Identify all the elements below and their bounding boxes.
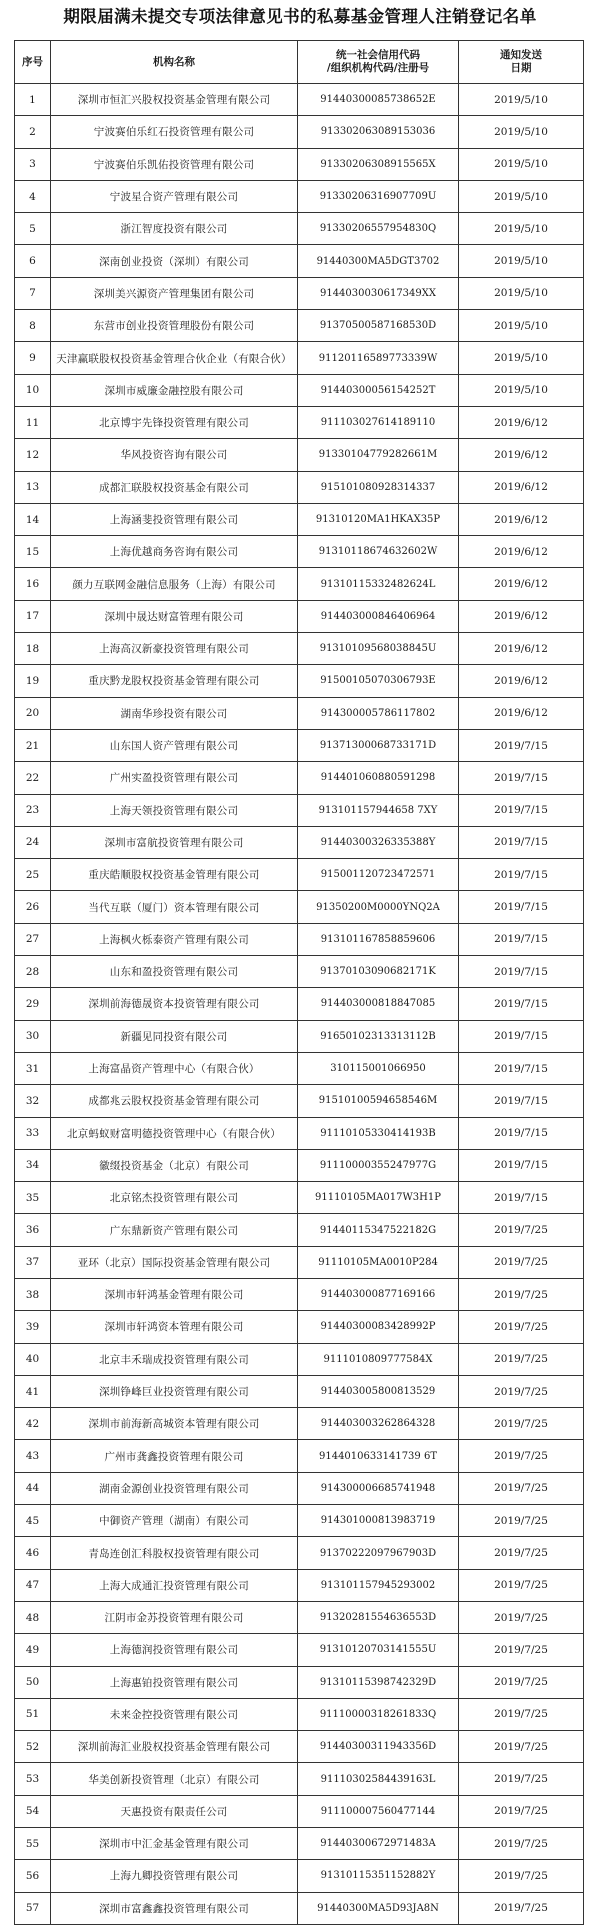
row-seq: 47 — [15, 1569, 51, 1601]
row-seq: 40 — [15, 1343, 51, 1375]
row-name: 深圳中晟达财富管理有限公司 — [51, 600, 298, 632]
row-name: 上海优越商务咨询有限公司 — [51, 536, 298, 568]
row-code: 914403005800813529 — [298, 1375, 459, 1407]
row-date: 2019/5/10 — [459, 374, 584, 406]
row-code: 91440300326335388Y — [298, 826, 459, 858]
row-seq: 12 — [15, 439, 51, 471]
table-row — [15, 84, 584, 116]
row-seq: 29 — [15, 988, 51, 1020]
row-name: 深圳市富航投资管理有限公司 — [51, 826, 298, 858]
row-name: 深圳市前海新高城资本管理有限公司 — [51, 1408, 298, 1440]
table-row — [15, 1246, 584, 1278]
row-name: 天惠投资有限责任公司 — [51, 1795, 298, 1827]
row-code: 9144010633141739 6T — [298, 1440, 459, 1472]
table-row — [15, 1214, 584, 1246]
row-seq: 7 — [15, 277, 51, 309]
row-code: 91371300068733171D — [298, 729, 459, 761]
row-code: 913302063089153036 — [298, 116, 459, 148]
table-row — [15, 439, 584, 471]
row-seq: 57 — [15, 1892, 51, 1924]
row-date: 2019/7/25 — [459, 1860, 584, 1892]
row-seq: 51 — [15, 1698, 51, 1730]
row-seq: 10 — [15, 374, 51, 406]
row-code: 91110000318261833Q — [298, 1698, 459, 1730]
row-seq: 16 — [15, 568, 51, 600]
row-seq: 42 — [15, 1408, 51, 1440]
row-date: 2019/5/10 — [459, 310, 584, 342]
row-date: 2019/6/12 — [459, 665, 584, 697]
row-seq: 21 — [15, 729, 51, 761]
table-row — [15, 310, 584, 342]
row-name: 北京丰禾瑞成投资管理有限公司 — [51, 1343, 298, 1375]
row-code: 915101080928314337 — [298, 471, 459, 503]
header-code-line1: 统一社会信用代码 — [336, 49, 420, 61]
row-code: 914300006685741948 — [298, 1472, 459, 1504]
row-code: 913101157945293002 — [298, 1569, 459, 1601]
row-name: 浙江智度投资有限公司 — [51, 213, 298, 245]
row-seq: 2 — [15, 116, 51, 148]
row-name: 深南创业投资（深圳）有限公司 — [51, 245, 298, 277]
row-seq: 19 — [15, 665, 51, 697]
table-row — [15, 1505, 584, 1537]
row-code: 91330206316907709U — [298, 180, 459, 212]
row-code: 91120116589773339W — [298, 342, 459, 374]
row-code: 91440300085738652E — [298, 84, 459, 116]
row-seq: 39 — [15, 1311, 51, 1343]
row-name: 宁波赛伯乐凯佑投资管理有限公司 — [51, 148, 298, 180]
table-row — [15, 1408, 584, 1440]
row-seq: 22 — [15, 762, 51, 794]
table-row — [15, 762, 584, 794]
row-name: 江阴市金苏投资管理有限公司 — [51, 1601, 298, 1633]
row-code: 91510100594658546M — [298, 1085, 459, 1117]
table-row — [15, 600, 584, 632]
table-row — [15, 1698, 584, 1730]
row-name: 广州市龚鑫投资管理有限公司 — [51, 1440, 298, 1472]
row-seq: 9 — [15, 342, 51, 374]
row-date: 2019/7/25 — [459, 1601, 584, 1633]
row-seq: 44 — [15, 1472, 51, 1504]
row-name: 深圳市恒汇兴股权投资基金管理有限公司 — [51, 84, 298, 116]
table-row — [15, 1440, 584, 1472]
row-name: 深圳市富鑫鑫投资管理有限公司 — [51, 1892, 298, 1924]
row-date: 2019/7/25 — [459, 1795, 584, 1827]
row-code: 91370500587168530D — [298, 310, 459, 342]
table-row — [15, 826, 584, 858]
table-row — [15, 471, 584, 503]
table-row — [15, 633, 584, 665]
table-row — [15, 794, 584, 826]
row-name: 上海富晶资产管理中心（有限合伙） — [51, 1052, 298, 1084]
header-seq: 序号 — [15, 41, 51, 84]
header-code-line2: /组织机构代码/注册号 — [326, 62, 430, 74]
row-name: 新疆见同投资有限公司 — [51, 1020, 298, 1052]
row-seq: 27 — [15, 923, 51, 955]
row-name: 湖南华珍投资有限公司 — [51, 697, 298, 729]
row-date: 2019/7/25 — [459, 1375, 584, 1407]
row-date: 2019/7/15 — [459, 762, 584, 794]
row-date: 2019/7/15 — [459, 891, 584, 923]
table-row — [15, 1472, 584, 1504]
row-seq: 23 — [15, 794, 51, 826]
row-code: 91330206557954830Q — [298, 213, 459, 245]
row-code: 914403003262864328 — [298, 1408, 459, 1440]
row-code: 91310120MA1HKAX35P — [298, 503, 459, 535]
row-date: 2019/6/12 — [459, 406, 584, 438]
row-code: 91440115347522182G — [298, 1214, 459, 1246]
row-code: 91440300056154252T — [298, 374, 459, 406]
row-code: 91370222097967903D — [298, 1537, 459, 1569]
row-code: 91440300672971483A — [298, 1828, 459, 1860]
row-code: 91310115398742329D — [298, 1666, 459, 1698]
row-date: 2019/7/25 — [459, 1698, 584, 1730]
row-code: 913101157944658 7XY — [298, 794, 459, 826]
row-name: 成都汇联股权投资基金有限公司 — [51, 471, 298, 503]
row-date: 2019/7/25 — [459, 1505, 584, 1537]
row-seq: 50 — [15, 1666, 51, 1698]
row-name: 深圳市轩鸿基金管理有限公司 — [51, 1278, 298, 1310]
row-date: 2019/5/10 — [459, 116, 584, 148]
row-date: 2019/7/15 — [459, 1020, 584, 1052]
row-code: 91500105070306793E — [298, 665, 459, 697]
table-row — [15, 891, 584, 923]
table-row — [15, 956, 584, 988]
row-name: 华美创新投资管理（北京）有限公司 — [51, 1763, 298, 1795]
row-code: 91440300MA5D93JA8N — [298, 1892, 459, 1924]
row-code: 91650102313313112B — [298, 1020, 459, 1052]
row-name: 青岛连创汇科股权投资管理有限公司 — [51, 1537, 298, 1569]
row-date: 2019/5/10 — [459, 148, 584, 180]
row-seq: 30 — [15, 1020, 51, 1052]
row-name: 深圳美兴源资产管理集团有限公司 — [51, 277, 298, 309]
row-seq: 3 — [15, 148, 51, 180]
row-code: 913101167858859606 — [298, 923, 459, 955]
row-name: 深圳市威廉金融控股有限公司 — [51, 374, 298, 406]
row-date: 2019/7/25 — [459, 1246, 584, 1278]
row-name: 上海天领投资管理有限公司 — [51, 794, 298, 826]
header-code — [298, 41, 459, 84]
row-name: 湖南金源创业投资管理有限公司 — [51, 1472, 298, 1504]
row-code: 310115001066950 — [298, 1052, 459, 1084]
row-date: 2019/7/25 — [459, 1892, 584, 1924]
table-row — [15, 148, 584, 180]
row-date: 2019/7/15 — [459, 826, 584, 858]
row-date: 2019/7/15 — [459, 956, 584, 988]
row-date: 2019/7/25 — [459, 1343, 584, 1375]
row-seq: 55 — [15, 1828, 51, 1860]
header-date — [459, 41, 584, 84]
row-code: 91350200M0000YNQ2A — [298, 891, 459, 923]
row-date: 2019/7/15 — [459, 1085, 584, 1117]
row-date: 2019/7/15 — [459, 1182, 584, 1214]
row-name: 重庆黔龙股权投资基金管理有限公司 — [51, 665, 298, 697]
table-row — [15, 536, 584, 568]
row-seq: 36 — [15, 1214, 51, 1246]
table-row — [15, 697, 584, 729]
row-code: 914300005786117802 — [298, 697, 459, 729]
table-row — [15, 180, 584, 212]
row-seq: 48 — [15, 1601, 51, 1633]
row-name: 上海枫火栎泰资产管理有限公司 — [51, 923, 298, 955]
row-date: 2019/7/15 — [459, 1149, 584, 1181]
row-name: 上海德润投资管理有限公司 — [51, 1634, 298, 1666]
row-name: 深圳前海德晟资本投资管理有限公司 — [51, 988, 298, 1020]
row-date: 2019/5/10 — [459, 213, 584, 245]
row-seq: 46 — [15, 1537, 51, 1569]
row-seq: 45 — [15, 1505, 51, 1537]
row-name: 未来金控投资管理有限公司 — [51, 1698, 298, 1730]
row-name: 深圳前海汇业股权投资基金管理有限公司 — [51, 1731, 298, 1763]
row-code: 911100007560477144 — [298, 1795, 459, 1827]
row-code: 91330206308915565X — [298, 148, 459, 180]
table-row — [15, 406, 584, 438]
row-code: 91310115351152882Y — [298, 1860, 459, 1892]
row-code: 91110000355247977G — [298, 1149, 459, 1181]
deregistration-table — [14, 40, 584, 1925]
row-date: 2019/5/10 — [459, 180, 584, 212]
row-name: 上海高汉新豪投资管理有限公司 — [51, 633, 298, 665]
table-row — [15, 1182, 584, 1214]
row-date: 2019/7/15 — [459, 1117, 584, 1149]
row-name: 亚环（北京）国际投资基金管理有限公司 — [51, 1246, 298, 1278]
row-date: 2019/5/10 — [459, 84, 584, 116]
row-seq: 34 — [15, 1149, 51, 1181]
table-row — [15, 1311, 584, 1343]
row-seq: 13 — [15, 471, 51, 503]
row-seq: 53 — [15, 1763, 51, 1795]
row-seq: 28 — [15, 956, 51, 988]
row-date: 2019/7/25 — [459, 1472, 584, 1504]
table-row — [15, 342, 584, 374]
row-seq: 8 — [15, 310, 51, 342]
row-name: 重庆皓顺股权投资基金管理有限公司 — [51, 859, 298, 891]
row-name: 深圳市轩鸿资本管理有限公司 — [51, 1311, 298, 1343]
row-code: 91110105MA017W3H1P — [298, 1182, 459, 1214]
row-code: 91330104779282661M — [298, 439, 459, 471]
row-code: 9144030030617349XX — [298, 277, 459, 309]
row-name: 成都兆云股权投资基金管理有限公司 — [51, 1085, 298, 1117]
row-date: 2019/7/25 — [459, 1763, 584, 1795]
table-row — [15, 568, 584, 600]
row-name: 广东鼎新资产管理有限公司 — [51, 1214, 298, 1246]
table-row — [15, 1666, 584, 1698]
row-code: 911103027614189110 — [298, 406, 459, 438]
row-seq: 41 — [15, 1375, 51, 1407]
row-seq: 31 — [15, 1052, 51, 1084]
row-date: 2019/7/25 — [459, 1666, 584, 1698]
row-date: 2019/7/25 — [459, 1634, 584, 1666]
table-row — [15, 1375, 584, 1407]
row-name: 东营市创业投资管理股份有限公司 — [51, 310, 298, 342]
row-name: 上海九卿投资管理有限公司 — [51, 1860, 298, 1892]
table-row — [15, 277, 584, 309]
row-date: 2019/7/25 — [459, 1408, 584, 1440]
row-code: 9111010809777584X — [298, 1343, 459, 1375]
table-row — [15, 213, 584, 245]
row-name: 中御资产管理（湖南）有限公司 — [51, 1505, 298, 1537]
table-row — [15, 923, 584, 955]
row-code: 91370103090682171K — [298, 956, 459, 988]
row-date: 2019/7/25 — [459, 1440, 584, 1472]
row-code: 91310115332482624L — [298, 568, 459, 600]
row-date: 2019/6/12 — [459, 471, 584, 503]
row-seq: 32 — [15, 1085, 51, 1117]
row-name: 颜力互联网金融信息服务（上海）有限公司 — [51, 568, 298, 600]
row-date: 2019/7/25 — [459, 1828, 584, 1860]
row-seq: 33 — [15, 1117, 51, 1149]
table-row — [15, 988, 584, 1020]
table-row — [15, 1892, 584, 1924]
header-date-line2: 日期 — [510, 62, 532, 74]
row-date: 2019/6/12 — [459, 568, 584, 600]
row-name: 天津赢联股权投资基金管理合伙企业（有限合伙） — [51, 342, 298, 374]
row-code: 91110105MA0010P284 — [298, 1246, 459, 1278]
row-date: 2019/7/25 — [459, 1537, 584, 1569]
row-name: 北京铭杰投资管理有限公司 — [51, 1182, 298, 1214]
row-name: 山东和盈投资管理有限公司 — [51, 956, 298, 988]
row-date: 2019/7/15 — [459, 923, 584, 955]
header-name: 机构名称 — [51, 41, 298, 84]
row-name: 上海惠铂投资管理有限公司 — [51, 1666, 298, 1698]
table-row — [15, 729, 584, 761]
table-row — [15, 1085, 584, 1117]
table-row — [15, 1601, 584, 1633]
table-row — [15, 1052, 584, 1084]
row-seq: 11 — [15, 406, 51, 438]
row-seq: 6 — [15, 245, 51, 277]
row-seq: 35 — [15, 1182, 51, 1214]
row-seq: 52 — [15, 1731, 51, 1763]
row-name: 上海涵斐投资管理有限公司 — [51, 503, 298, 535]
table-row — [15, 1763, 584, 1795]
row-code: 915001120723472571 — [298, 859, 459, 891]
row-date: 2019/7/15 — [459, 988, 584, 1020]
row-seq: 15 — [15, 536, 51, 568]
table-row — [15, 1278, 584, 1310]
table-row — [15, 1149, 584, 1181]
table-row — [15, 1860, 584, 1892]
table-row — [15, 245, 584, 277]
table-row — [15, 1020, 584, 1052]
row-code: 914403000818847085 — [298, 988, 459, 1020]
row-date: 2019/6/12 — [459, 633, 584, 665]
table-header-row — [15, 41, 584, 84]
row-date: 2019/7/25 — [459, 1278, 584, 1310]
row-seq: 1 — [15, 84, 51, 116]
row-code: 91310109568038845U — [298, 633, 459, 665]
row-name: 广州实盈投资管理有限公司 — [51, 762, 298, 794]
row-name: 徽缀投资基金（北京）有限公司 — [51, 1149, 298, 1181]
row-name: 北京蚂蚁财富明德投资管理中心（有限合伙） — [51, 1117, 298, 1149]
row-date: 2019/5/10 — [459, 245, 584, 277]
table-row — [15, 116, 584, 148]
table-row — [15, 1537, 584, 1569]
row-code: 914403000877169166 — [298, 1278, 459, 1310]
row-date: 2019/5/10 — [459, 342, 584, 374]
row-code: 91440300MA5DGT3702 — [298, 245, 459, 277]
row-seq: 20 — [15, 697, 51, 729]
table-row — [15, 1634, 584, 1666]
table-row — [15, 1828, 584, 1860]
row-name: 华风投资咨询有限公司 — [51, 439, 298, 471]
row-date: 2019/7/15 — [459, 1052, 584, 1084]
row-date: 2019/7/25 — [459, 1731, 584, 1763]
document-title: 期限届满未提交专项法律意见书的私募基金管理人注销登记名单 — [63, 7, 537, 26]
row-seq: 4 — [15, 180, 51, 212]
row-code: 91440300083428992P — [298, 1311, 459, 1343]
row-name: 当代互联（厦门）资本管理有限公司 — [51, 891, 298, 923]
header-date-line1: 通知发送 — [500, 49, 542, 61]
row-name: 宁波赛伯乐红石投资管理有限公司 — [51, 116, 298, 148]
row-name: 深圳市中汇金基金管理有限公司 — [51, 1828, 298, 1860]
row-date: 2019/6/12 — [459, 503, 584, 535]
row-seq: 54 — [15, 1795, 51, 1827]
row-seq: 14 — [15, 503, 51, 535]
row-date: 2019/7/25 — [459, 1569, 584, 1601]
row-code: 914403000846406964 — [298, 600, 459, 632]
row-date: 2019/7/25 — [459, 1214, 584, 1246]
row-date: 2019/6/12 — [459, 439, 584, 471]
row-code: 91110302584439163L — [298, 1763, 459, 1795]
table-row — [15, 1343, 584, 1375]
row-seq: 26 — [15, 891, 51, 923]
row-name: 深圳铮峰巨业投资管理有限公司 — [51, 1375, 298, 1407]
row-code: 914401060880591298 — [298, 762, 459, 794]
row-seq: 49 — [15, 1634, 51, 1666]
row-name: 宁波星合资产管理有限公司 — [51, 180, 298, 212]
row-code: 914301000813983719 — [298, 1505, 459, 1537]
row-code: 91310118674632602W — [298, 536, 459, 568]
row-code: 91440300311943356D — [298, 1731, 459, 1763]
row-seq: 17 — [15, 600, 51, 632]
row-date: 2019/6/12 — [459, 600, 584, 632]
table-row — [15, 665, 584, 697]
row-seq: 5 — [15, 213, 51, 245]
table-row — [15, 374, 584, 406]
row-code: 91110105330414193B — [298, 1117, 459, 1149]
row-date: 2019/7/25 — [459, 1311, 584, 1343]
row-date: 2019/6/12 — [459, 697, 584, 729]
table-row — [15, 1795, 584, 1827]
row-seq: 38 — [15, 1278, 51, 1310]
row-seq: 24 — [15, 826, 51, 858]
row-seq: 56 — [15, 1860, 51, 1892]
table-row — [15, 503, 584, 535]
table-row — [15, 859, 584, 891]
row-seq: 43 — [15, 1440, 51, 1472]
table-row — [15, 1117, 584, 1149]
row-date: 2019/6/12 — [459, 536, 584, 568]
row-seq: 25 — [15, 859, 51, 891]
row-seq: 18 — [15, 633, 51, 665]
row-date: 2019/7/15 — [459, 794, 584, 826]
row-name: 山东国人资产管理有限公司 — [51, 729, 298, 761]
row-date: 2019/7/15 — [459, 859, 584, 891]
row-date: 2019/5/10 — [459, 277, 584, 309]
table-row — [15, 1731, 584, 1763]
row-seq: 37 — [15, 1246, 51, 1278]
row-name: 上海大成通汇投资管理有限公司 — [51, 1569, 298, 1601]
row-code: 91320281554636553D — [298, 1601, 459, 1633]
row-name: 北京博宇先锋投资管理有限公司 — [51, 406, 298, 438]
table-row — [15, 1569, 584, 1601]
row-code: 91310120703141555U — [298, 1634, 459, 1666]
row-date: 2019/7/15 — [459, 729, 584, 761]
